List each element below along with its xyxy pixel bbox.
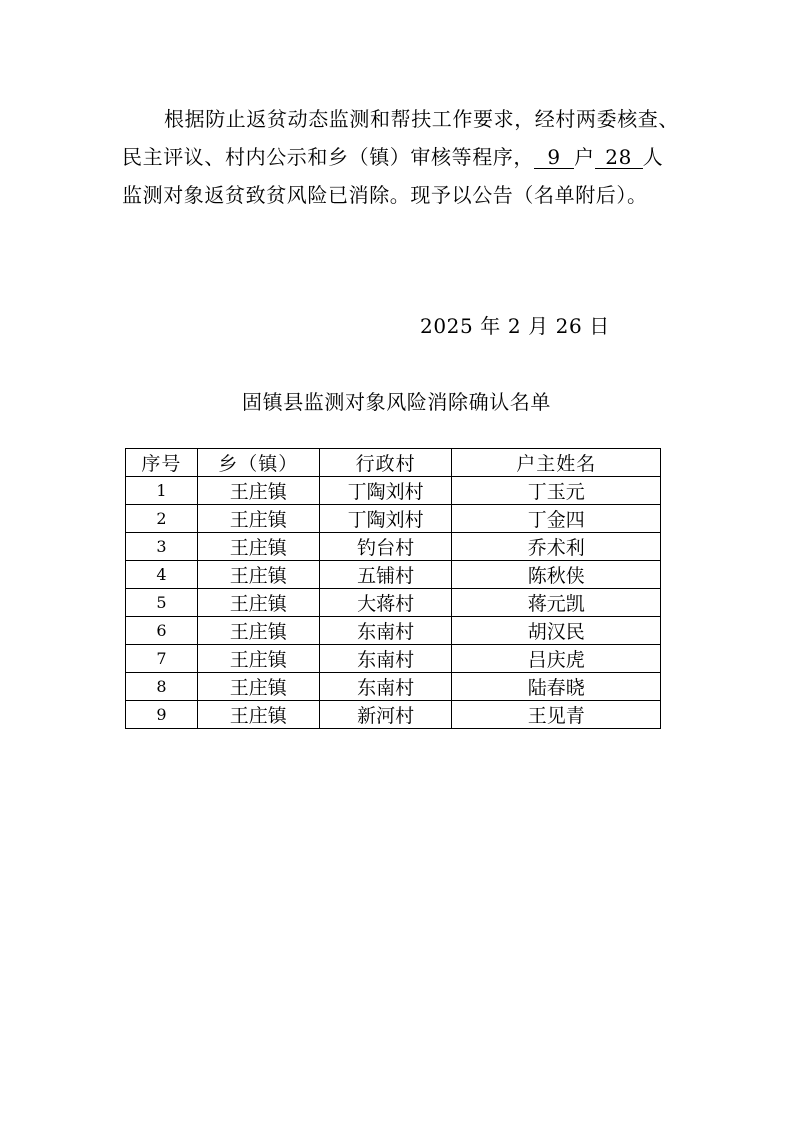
cell-householder: 吕庆虎 (452, 645, 661, 673)
notice-date: 2025 年 2 月 26 日 (420, 314, 610, 338)
header-village: 行政村 (319, 449, 452, 477)
table-header-row (126, 449, 661, 477)
cell-township: 王庄镇 (197, 533, 319, 561)
notice-paragraph (122, 100, 682, 214)
cell-householder: 乔术利 (452, 533, 661, 561)
cell-village: 东南村 (319, 673, 452, 701)
cell-serial: 9 (126, 701, 198, 729)
household-unit: 户 (574, 145, 595, 169)
cell-serial: 8 (126, 673, 198, 701)
cell-serial: 4 (126, 561, 198, 589)
table-row (126, 701, 661, 729)
cell-village: 丁陶刘村 (319, 477, 452, 505)
person-unit: 人 (642, 145, 664, 169)
cell-serial: 2 (126, 505, 198, 533)
cell-township: 王庄镇 (197, 673, 319, 701)
header-township: 乡（镇） (197, 449, 319, 477)
cell-township: 王庄镇 (197, 589, 319, 617)
notice-line-3: 监测对象返贫致贫风险已消除。现予以公告（名单附后）。 (122, 183, 648, 207)
cell-householder: 陆春晓 (452, 673, 661, 701)
cell-householder: 蒋元凯 (452, 589, 661, 617)
table-row (126, 617, 661, 645)
list-title: 固镇县监测对象风险消除确认名单 (242, 390, 551, 414)
cell-township: 王庄镇 (197, 645, 319, 673)
cell-township: 王庄镇 (197, 505, 319, 533)
cell-village: 大蒋村 (319, 589, 452, 617)
table-row (126, 505, 661, 533)
cell-serial: 7 (126, 645, 198, 673)
cell-township: 王庄镇 (197, 477, 319, 505)
confirmation-table (125, 448, 661, 729)
cell-village: 五铺村 (319, 561, 452, 589)
cell-serial: 3 (126, 533, 198, 561)
notice-line-1: 根据防止返贫动态监测和帮扶工作要求，经村两委核查、 (164, 107, 679, 131)
cell-township: 王庄镇 (197, 701, 319, 729)
table-row (126, 673, 661, 701)
cell-village: 新河村 (319, 701, 452, 729)
cell-householder: 王见青 (452, 701, 661, 729)
cell-householder: 丁金四 (452, 505, 661, 533)
cell-township: 王庄镇 (197, 617, 319, 645)
notice-line-2-text: 民主评议、村内公示和乡（镇）审核等程序， (122, 145, 534, 169)
header-serial: 序号 (126, 449, 198, 477)
cell-township: 王庄镇 (197, 561, 319, 589)
table-row (126, 645, 661, 673)
cell-serial: 5 (126, 589, 198, 617)
cell-householder: 胡汉民 (452, 617, 661, 645)
table-row (126, 477, 661, 505)
table-row (126, 533, 661, 561)
cell-village: 东南村 (319, 617, 452, 645)
header-householder: 户主姓名 (452, 449, 661, 477)
cell-village: 钓台村 (319, 533, 452, 561)
cell-serial: 1 (126, 477, 198, 505)
table-row (126, 589, 661, 617)
person-count: 28 (595, 146, 643, 169)
cell-village: 东南村 (319, 645, 452, 673)
table-row (126, 561, 661, 589)
cell-village: 丁陶刘村 (319, 505, 452, 533)
cell-householder: 陈秋侠 (452, 561, 661, 589)
notice-line-2 (122, 138, 682, 176)
cell-serial: 6 (126, 617, 198, 645)
cell-householder: 丁玉元 (452, 477, 661, 505)
household-count: 9 (534, 146, 574, 169)
